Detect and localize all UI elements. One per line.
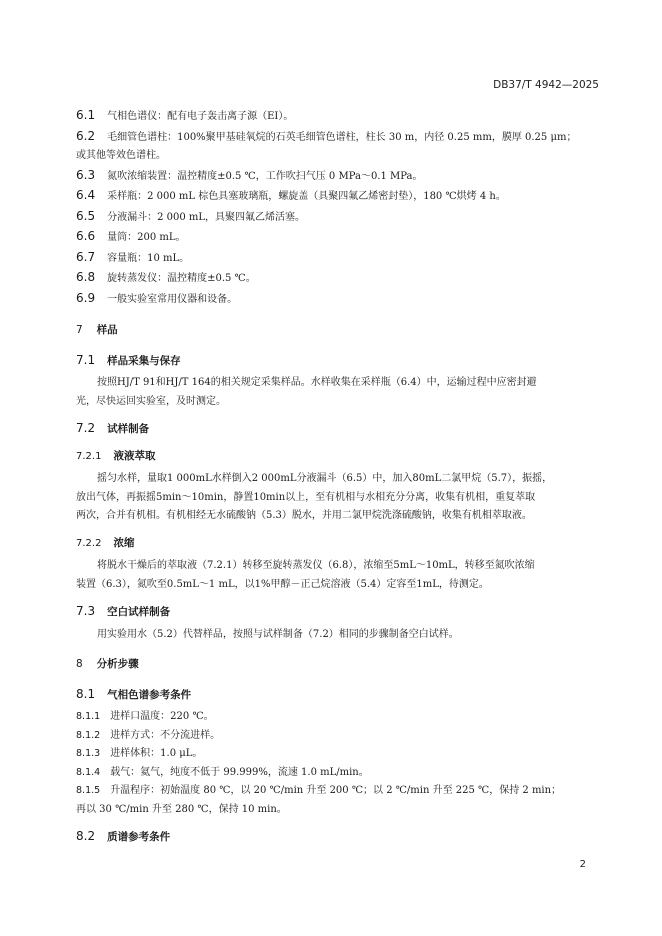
instrument-item xyxy=(76,166,604,187)
gc-condition-item-text: 进样体积：1.0 μL。 xyxy=(110,748,203,759)
instrument-item-continuation: 或其他等效色谱柱。 xyxy=(76,150,166,161)
gc-condition-item-text: 进样方式：不分流进样。 xyxy=(110,729,221,741)
section-8-heading: 8 分析步骤 xyxy=(76,658,139,670)
instrument-item xyxy=(76,248,604,269)
instrument-item-number: 6.2 xyxy=(76,128,96,143)
gc-condition-item-number: 8.1.5 xyxy=(76,785,101,796)
standard-code: DB37/T 4942—2025 xyxy=(493,79,599,91)
instrument-item-number: 6.3 xyxy=(76,167,96,182)
instrument-item xyxy=(76,227,604,248)
gc-condition-item xyxy=(76,745,604,764)
section-7-2-1-heading: 7.2.1 液液萃取 xyxy=(76,449,156,462)
instrument-item-text: 旋转蒸发仪：温控精度±0.5 ℃。 xyxy=(107,273,256,284)
section-7-heading: 7 样品 xyxy=(76,324,118,336)
gc-condition-item-number: 8.1.4 xyxy=(76,766,101,778)
section-7-1-heading: 7.1 样品采集与保存 xyxy=(76,352,181,367)
instrument-item-text: 分液漏斗：2 000 mL，具聚四氟乙烯活塞。 xyxy=(107,211,306,223)
gc-condition-item-continuation: 再以 30 ℃/min 升至 280 ℃，保持 10 min。 xyxy=(76,803,287,815)
section-7-2-heading: 7.2 试样制备 xyxy=(76,421,150,435)
page-number: 2 xyxy=(579,859,586,870)
section-8-2-heading: 8.2 质谱参考条件 xyxy=(76,829,171,843)
instrument-item-text: 气相色谱仪：配有电子轰击离子源（EI）。 xyxy=(107,111,294,122)
gc-condition-item-text: 载气：氦气，纯度不低于 99.999%，流速 1.0 mL/min。 xyxy=(110,766,369,778)
gc-condition-item xyxy=(76,782,604,801)
instrument-item-number: 6.8 xyxy=(76,270,96,284)
instrument-item-text: 容量瓶：10 mL。 xyxy=(107,252,190,264)
instrument-item xyxy=(76,186,604,207)
instrument-item-text: 采样瓶：2 000 mL 棕色具塞玻璃瓶，螺旋盖（具聚四氟乙烯密封垫），180 ℃烘烤 4 h。 xyxy=(107,191,506,202)
instrument-item xyxy=(76,268,604,289)
instrument-item-number: 6.1 xyxy=(76,108,96,122)
instrument-item-text: 氮吹浓缩装置：温控精度±0.5 ℃，工作吹扫气压 0 MPa～0.1 MPa。 xyxy=(107,170,423,182)
section-7-2-2-paragraph: 将脱水干燥后的萃取液（7.2.1）转移至旋转蒸发仪（6.8），浓缩至5mL～10mL，转移至氮吹浓缩 装置（6.3），氮吹至0.5mL～1 mL，以1%甲醇－正己烷溶液（5.4）定容至1mL，待测定。 xyxy=(76,560,535,590)
gc-condition-item-number: 8.1.3 xyxy=(76,748,101,759)
instrument-item-number: 6.5 xyxy=(76,208,96,223)
instrument-item xyxy=(76,106,604,127)
section-8-1-heading: 8.1 气相色谱参考条件 xyxy=(76,686,192,701)
section-7-3-heading: 7.3 空白试样制备 xyxy=(76,604,171,618)
instrument-item-number: 6.7 xyxy=(76,249,96,264)
instrument-item xyxy=(76,289,604,310)
instrument-item-text: 毛细管色谱柱：100%聚甲基硅氧烷的石英毛细管色谱柱，柱长 30 m，内径 0.25 mm，膜厚 0.25 μm； xyxy=(107,131,577,143)
instrument-item-text: 一般实验室常用仪器和设备。 xyxy=(107,293,238,305)
section-7-2-2-heading: 7.2.2 浓缩 xyxy=(76,536,135,549)
instrument-item-number: 6.4 xyxy=(76,188,96,202)
gc-condition-item xyxy=(76,708,604,727)
gc-condition-item xyxy=(76,727,604,746)
instrument-item xyxy=(76,127,604,148)
gc-condition-item xyxy=(76,764,604,783)
gc-condition-item-text: 进样口温度：220 ℃。 xyxy=(110,711,214,722)
instrument-item-number: 6.6 xyxy=(76,229,96,243)
instrument-list xyxy=(76,106,604,309)
instrument-item xyxy=(76,207,604,228)
gc-condition-item-text: 升温程序：初始温度 80 ℃，以 20 ℃/min 升至 200 ℃；以 2 ℃/min 升至 225 ℃，保持 2 min； xyxy=(110,785,562,796)
gc-condition-item-number: 8.1.2 xyxy=(76,729,101,741)
instrument-item-number: 6.9 xyxy=(76,290,96,305)
instrument-item-text: 量筒：200 mL。 xyxy=(107,232,186,243)
gc-condition-item-number: 8.1.1 xyxy=(76,711,101,722)
section-7-2-1-paragraph: 摇匀水样，量取1 000mL水样倒入2 000mL分液漏斗（6.5）中，加入80mL二氯甲烷（5.7），振摇， 放出气体，再振摇5min～10min，静置10min以上，至有机相与水相充分分离，收集有机相，重复萃取 两次，合并有机相。有机相经无水硫酸钠（5.3）脱水，并用二氯甲烷洗涤硫酸钠，收集有机相萃取液。 xyxy=(76,473,553,521)
document-body xyxy=(76,106,604,847)
section-7-3-paragraph: 用实验用水（5.2）代替样品，按照与试样制备（7.2）相同的步骤制备空白试样。 xyxy=(97,628,459,640)
section-7-1-paragraph: 按照HJ/T 91和HJ/T 164的相关规定采集样品。水样收集在采样瓶（6.4）中，运输过程中应密封避 光，尽快运回实验室，及时测定。 xyxy=(76,377,537,407)
gc-conditions-list xyxy=(76,708,604,819)
